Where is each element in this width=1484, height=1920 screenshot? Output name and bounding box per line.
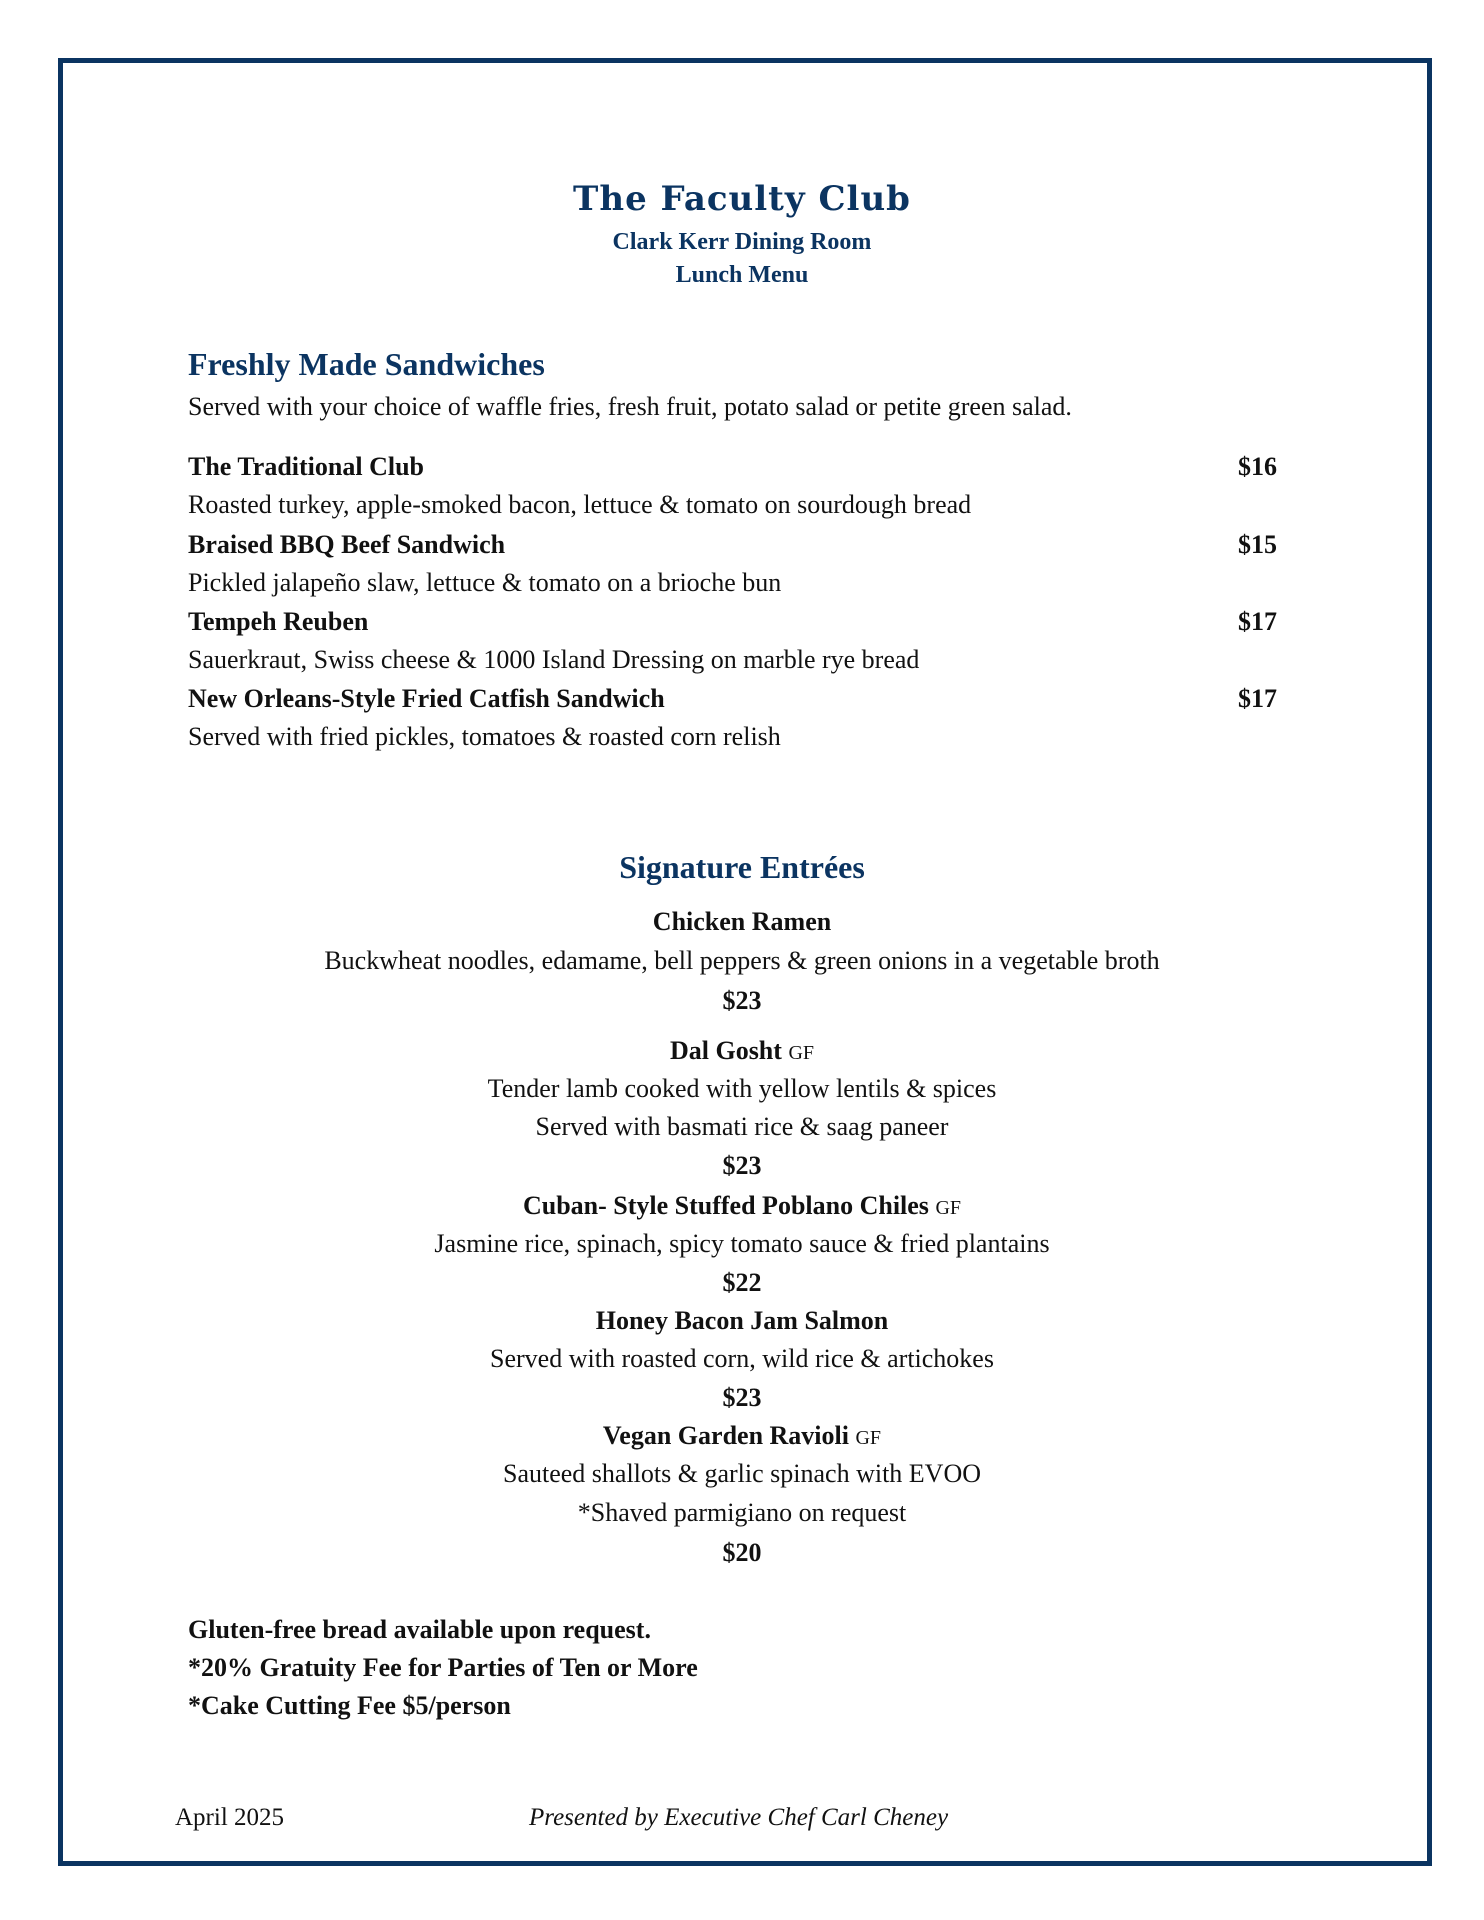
note-gluten-free: Gluten-free bread available upon request.	[188, 1615, 651, 1644]
entrees-heading: Signature Entrées	[619, 849, 865, 885]
entree-name: Cuban- Style Stuffed Poblano Chiles	[522, 1191, 929, 1220]
menu-name: Lunch Menu	[675, 262, 809, 288]
sandwich-name: Braised BBQ Beef Sandwich	[188, 530, 506, 559]
entree-desc: Served with roasted corn, wild rice & artichokes	[490, 1344, 994, 1373]
sandwich-name: New Orleans-Style Fried Catfish Sandwich	[188, 684, 665, 713]
entree-price: $22	[722, 1268, 762, 1297]
entree-name: Chicken Ramen	[652, 907, 832, 936]
entree-price: $20	[722, 1538, 762, 1567]
entree-price: $23	[722, 1383, 762, 1412]
gluten-free-tag: GF	[855, 1427, 882, 1449]
sandwiches-heading: Freshly Made Sandwiches	[188, 346, 545, 382]
sandwich-price: $15	[1238, 530, 1277, 559]
entree-price: $23	[722, 1151, 762, 1180]
sandwich-desc: Roasted turkey, apple-smoked bacon, lettuce & tomato on sourdough bread	[188, 490, 972, 519]
entree-desc: Tender lamb cooked with yellow lentils & spices	[487, 1074, 997, 1103]
entree-title	[0, 1193, 1484, 1219]
dining-room-name: Clark Kerr Dining Room	[612, 229, 872, 255]
entree-desc: Jasmine rice, spinach, spicy tomato sauce & fried plantains	[434, 1229, 1050, 1258]
sandwich-price: $16	[1238, 452, 1277, 481]
sandwich-desc: Pickled jalapeño slaw, lettuce & tomato on a brioche bun	[188, 568, 782, 597]
entree-name: Dal Gosht	[669, 1036, 782, 1065]
gluten-free-tag: GF	[935, 1197, 962, 1219]
chef-credit: Presented by Executive Chef Carl Cheney	[529, 1804, 949, 1831]
menu-date: April 2025	[175, 1804, 285, 1831]
entree-name: Honey Bacon Jam Salmon	[595, 1306, 889, 1335]
entree-desc: *Shaved parmigiano on request	[577, 1498, 907, 1527]
entree-title	[0, 1423, 1484, 1449]
entree-desc: Sauteed shallots & garlic spinach with EVOO	[502, 1459, 982, 1488]
entree-name: Vegan Garden Ravioli	[602, 1421, 849, 1450]
note-gratuity: *20% Gratuity Fee for Parties of Ten or More	[188, 1653, 698, 1682]
note-cake-fee: *Cake Cutting Fee $5/person	[188, 1691, 511, 1720]
sandwich-price: $17	[1238, 607, 1277, 636]
sandwich-desc: Served with fried pickles, tomatoes & roasted corn relish	[188, 722, 781, 751]
sandwich-name: The Traditional Club	[188, 452, 424, 481]
club-title: The Faculty Club	[573, 179, 911, 219]
sandwich-name: Tempeh Reuben	[188, 607, 369, 636]
sandwich-price: $17	[1238, 684, 1277, 713]
sandwich-desc: Sauerkraut, Swiss cheese & 1000 Island Dressing on marble rye bread	[188, 645, 920, 674]
sandwiches-intro: Served with your choice of waffle fries, fresh fruit, potato salad or petite green salad.	[188, 392, 1072, 421]
entree-desc: Buckwheat noodles, edamame, bell peppers & green onions in a vegetable broth	[324, 946, 1160, 975]
entree-price: $23	[722, 986, 762, 1015]
entree-desc: Served with basmati rice & saag paneer	[535, 1112, 949, 1141]
entree-title	[0, 1038, 1484, 1064]
gluten-free-tag: GF	[788, 1042, 815, 1064]
